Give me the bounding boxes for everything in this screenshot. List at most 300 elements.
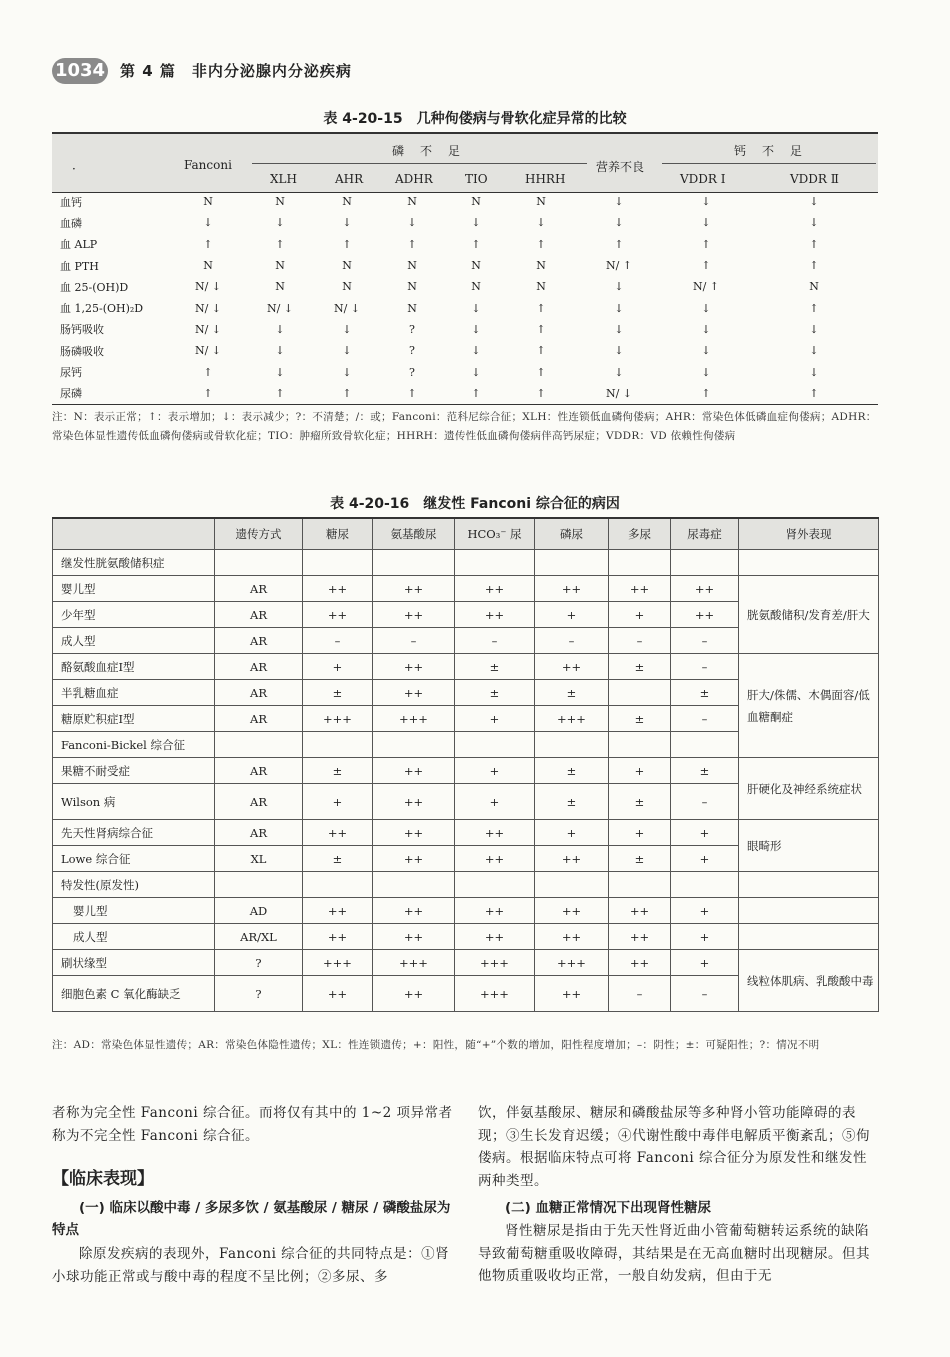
table2-cell: ++ [455, 924, 535, 950]
table2-cell [373, 872, 455, 898]
table2-cell: ? [215, 976, 303, 1012]
table2-cell [303, 732, 373, 758]
table2-cell: ++ [373, 784, 455, 820]
table2-cell [373, 732, 455, 758]
table2-cell: ++ [609, 924, 671, 950]
table1-col-hhrh: HHRH [525, 172, 566, 186]
table1-cell: N/ ↓ [605, 386, 633, 400]
table2-cell: + [671, 950, 739, 976]
table1-cell: ↑ [809, 259, 819, 273]
table2-header-cell: 多尿 [609, 518, 671, 550]
table1-row-label: 血 25-(OH)D [60, 280, 129, 294]
table2-cell: ± [303, 846, 373, 872]
table2-extrarenal-empty [739, 898, 879, 924]
table2-cell: +++ [535, 706, 609, 732]
table1-col-fanconi: Fanconi [184, 158, 232, 172]
table1-cell: ↓ [614, 216, 624, 230]
table2-cell: ++ [373, 846, 455, 872]
table1-cell: ↑ [471, 237, 481, 251]
table1-cell: ↓ [614, 365, 624, 379]
table2-cell: ++ [373, 576, 455, 602]
table1-cell: ↓ [809, 344, 819, 358]
table2-cell: ± [671, 758, 739, 784]
table2-cell: ++ [455, 898, 535, 924]
table2-cell: – [671, 706, 739, 732]
table2-cell: ++ [535, 654, 609, 680]
table2-extrarenal: 胱氨酸储积/发育差/肝大 [739, 576, 879, 654]
table2-header-cell: HCO₃⁻ 尿 [455, 518, 535, 550]
table1-cell: N [536, 280, 546, 294]
table2-cell: + [303, 654, 373, 680]
table1-body [52, 191, 878, 405]
table1-cell: ↑ [614, 237, 624, 251]
table2-row-label: Fanconi-Bickel 综合征 [53, 732, 215, 758]
table1-cell: ↓ [809, 365, 819, 379]
table1-cell: N/ ↑ [605, 259, 633, 273]
table1-cell: ↓ [471, 344, 481, 358]
table1-cell: N [342, 195, 352, 209]
table1-cell: ? [409, 344, 415, 358]
table2-cell: ± [609, 654, 671, 680]
table1-cell: N [203, 195, 213, 209]
table1-cell: ↑ [275, 386, 285, 400]
table2 [52, 517, 878, 1012]
table2-cell: + [303, 784, 373, 820]
table2-row [53, 898, 879, 924]
table2-cell: – [671, 654, 739, 680]
table2-cell [215, 550, 303, 576]
table2-cell: + [535, 820, 609, 846]
table2-cell: +++ [303, 706, 373, 732]
table1-col-vddr2: VDDR Ⅱ [790, 172, 839, 186]
table1-cell: N [203, 259, 213, 273]
table1-row-label: 肠钙吸收 [60, 323, 104, 337]
table1-row-label: 血 PTH [60, 259, 99, 273]
table2-cell: ++ [535, 898, 609, 924]
table1-cell: ↑ [342, 386, 352, 400]
table1-cell: ↓ [614, 344, 624, 358]
table1-cell: N/ ↓ [194, 344, 222, 358]
table2-row-label: 细胞色素 C 氧化酶缺乏 [53, 976, 215, 1012]
table2-cell: – [671, 976, 739, 1012]
table1-cell: N [275, 259, 285, 273]
table1-cell: N [407, 301, 417, 315]
table1-cell: N [407, 259, 417, 273]
table2-row [53, 872, 879, 898]
table1-cell: N/ ↓ [333, 301, 361, 315]
table2-cell: AR/XL [215, 924, 303, 950]
table2-cell [215, 872, 303, 898]
table2-row [53, 950, 879, 976]
table1-cell: ↑ [536, 365, 546, 379]
table2-cell: ++ [455, 846, 535, 872]
table2-cell [303, 872, 373, 898]
table2-cell [303, 550, 373, 576]
table2-cell [671, 732, 739, 758]
table1-cell: ↑ [809, 301, 819, 315]
table2-cell: ± [609, 706, 671, 732]
table2-cell: ++ [455, 602, 535, 628]
table2-cell: ± [609, 846, 671, 872]
table2-cell [671, 872, 739, 898]
table2-cell: ++ [373, 654, 455, 680]
table2-cell: ± [455, 680, 535, 706]
table2-cell: AR [215, 602, 303, 628]
table1-group-phos: 磷 不 足 [392, 144, 463, 158]
table1-cell: ↑ [809, 237, 819, 251]
table2-cell: – [671, 628, 739, 654]
table1-cell: ↑ [275, 237, 285, 251]
table2-extrarenal: 眼畸形 [739, 820, 879, 872]
table2-cell: AR [215, 654, 303, 680]
table2-cell: + [609, 602, 671, 628]
table1-row [52, 191, 878, 212]
table1-cell: ↓ [471, 322, 481, 336]
table1-cell: N [536, 195, 546, 209]
table2-cell: – [609, 628, 671, 654]
table2-cell: + [455, 784, 535, 820]
table1-cell: ↓ [701, 322, 711, 336]
table1-cell: ↑ [536, 344, 546, 358]
table2-row-label: 少年型 [53, 602, 215, 628]
table2-cell: +++ [373, 706, 455, 732]
table2-caption: 表 4-20-16 继发性 Fanconi 综合征的病因 [330, 496, 620, 512]
table2-row-label: 继发性胱氨酸储积症 [53, 550, 215, 576]
subheading-2: (二) 血糖正常情况下出现肾性糖尿 [505, 1200, 712, 1216]
table2-cell [671, 550, 739, 576]
table2-extrarenal-empty [739, 924, 879, 950]
table1-cell: ↓ [203, 216, 213, 230]
table1-cell: ↓ [275, 344, 285, 358]
table1-row-label: 血 ALP [60, 238, 98, 252]
table2-cell: + [671, 924, 739, 950]
table1-cell: N [342, 259, 352, 273]
table1-cell: ↑ [701, 259, 711, 273]
table2-cell: ± [455, 654, 535, 680]
table1-cell: N/ ↑ [692, 280, 720, 294]
table1-corner: · [72, 162, 76, 176]
table2-cell [535, 732, 609, 758]
table1-cell: ↓ [342, 365, 352, 379]
table2-cell: ++ [303, 976, 373, 1012]
table1-cell: ↓ [536, 216, 546, 230]
table1-cell: N [471, 195, 481, 209]
table2-cell: + [455, 706, 535, 732]
table1-cell: N/ ↓ [194, 322, 222, 336]
table2-header-cell: 遗传方式 [215, 518, 303, 550]
table2-note: 注：AD：常染色体显性遗传；AR：常染色体隐性遗传；XL：性连锁遗传；+：阳性，随“+”个数的增加，阳性程度增加；–：阴性；±：可疑阳性；?：情况不明 [52, 1039, 820, 1051]
table2-cell: ++ [535, 924, 609, 950]
table2-cell: +++ [455, 950, 535, 976]
table1-row [52, 276, 878, 297]
table2-row [53, 576, 879, 602]
table1-cell: ↑ [471, 386, 481, 400]
table1-col-nutri: 营养不良 [596, 160, 645, 174]
table2-row-label: 果糖不耐受症 [53, 758, 215, 784]
table2-cell: AR [215, 680, 303, 706]
table1-cell: ↓ [471, 216, 481, 230]
table2-extrarenal: 肝大/侏儒、木偶面容/低血糖酮症 [739, 654, 879, 758]
table2-cell [609, 732, 671, 758]
table2-cell [455, 732, 535, 758]
table2-extrarenal: 肝硬化及神经系统症状 [739, 758, 879, 820]
table1-cell: ↑ [203, 365, 213, 379]
table1-cell: ↓ [701, 344, 711, 358]
page-number: 1034 [52, 58, 108, 84]
table2-cell: ? [215, 950, 303, 976]
table2-header-cell: 肾外表现 [739, 518, 879, 550]
table1-cell: ↓ [275, 216, 285, 230]
table2-row-label: 刷状缘型 [53, 950, 215, 976]
table1-row-label: 尿磷 [60, 387, 82, 401]
table2-cell: ± [303, 680, 373, 706]
table2-row-label: 先天性肾病综合征 [53, 820, 215, 846]
table1-cell: ↑ [407, 386, 417, 400]
table2-cell: ++ [535, 576, 609, 602]
table1-cell: ↓ [701, 195, 711, 209]
table1-cell: N [407, 280, 417, 294]
table2-header-cell: 糖尿 [303, 518, 373, 550]
table1-row [52, 319, 878, 340]
table1-cell: N/ ↓ [266, 301, 294, 315]
table1-header [52, 132, 878, 193]
table1-cell: N [275, 195, 285, 209]
table2-header-cell [53, 518, 215, 550]
table1-col-vddr1: VDDR Ⅰ [680, 172, 726, 186]
table2-row-label: Lowe 综合征 [53, 846, 215, 872]
table2-cell: + [455, 758, 535, 784]
table2-cell: ++ [373, 976, 455, 1012]
table2-cell: ++ [455, 820, 535, 846]
table1-col-adhr: ADHR [395, 172, 433, 186]
table1-group-divider [252, 163, 587, 164]
table2-row [53, 550, 879, 576]
table1-cell: ↑ [407, 237, 417, 251]
table2-cell: ++ [373, 758, 455, 784]
table1-cell: ↑ [701, 386, 711, 400]
table2-extrarenal: 线粒体肌病、乳酸酸中毒 [739, 950, 879, 1012]
table1-cell: N [471, 259, 481, 273]
table2-cell [215, 732, 303, 758]
table1-group-divider-ca [662, 163, 876, 164]
section-heading: 【临床表现】 [52, 1169, 154, 1189]
table2-cell: – [303, 628, 373, 654]
table1-row-label: 血 1,25-(OH)₂D [60, 302, 144, 316]
table2-row [53, 924, 879, 950]
table2-cell: ± [303, 758, 373, 784]
table2-cell: ++ [609, 898, 671, 924]
table2-cell: + [609, 758, 671, 784]
table2-row-label: 成人型 [53, 924, 215, 950]
table1-cell: ↓ [701, 216, 711, 230]
table2-cell: ++ [535, 846, 609, 872]
table1-cell: ↓ [342, 344, 352, 358]
table2-cell: – [535, 628, 609, 654]
table2-cell: ++ [609, 950, 671, 976]
table2-cell: + [671, 846, 739, 872]
table2-cell: AR [215, 758, 303, 784]
right-paragraph-2: 肾性糖尿是指由于先天性肾近曲小管葡萄糖转运系统的缺陷导致葡萄糖重吸收障碍，其结果是在无高血糖时出现糖尿。但其他物质重吸收均正常，一般自幼发病，但由于无 [478, 1223, 870, 1284]
table1-cell: N [407, 195, 417, 209]
table1-caption: 表 4-20-15 几种佝偻病与骨软化症异常的比较 [323, 111, 627, 127]
table2-cell: ++ [303, 820, 373, 846]
table1-cell: ↑ [809, 386, 819, 400]
table1-cell: N [275, 280, 285, 294]
table2-cell: AR [215, 706, 303, 732]
table2-cell: + [671, 898, 739, 924]
table1-row-label: 血钙 [60, 195, 82, 209]
table2-cell [609, 680, 671, 706]
table1-row [52, 361, 878, 382]
table1-row [52, 234, 878, 255]
table1-cell: N/ ↓ [194, 280, 222, 294]
table2-cell: ++ [373, 680, 455, 706]
table1-cell: ↑ [342, 237, 352, 251]
table1-cell: ↓ [614, 280, 624, 294]
table1-cell: N [471, 280, 481, 294]
table1-cell: ↓ [701, 365, 711, 379]
table1-row [52, 212, 878, 233]
table2-cell: ++ [303, 898, 373, 924]
table1-cell: ↓ [342, 322, 352, 336]
table2-cell: ++ [303, 602, 373, 628]
table2-cell: ± [671, 680, 739, 706]
table1-cell: ↑ [203, 237, 213, 251]
table1-cell: ↓ [809, 195, 819, 209]
table1-col-ahr: AHR [335, 172, 364, 186]
table2-cell: – [373, 628, 455, 654]
table1-cell: ↓ [471, 365, 481, 379]
chapter-title: 第 4 篇 非内分泌腺内分泌疾病 [120, 62, 352, 80]
left-paragraph-1: 者称为完全性 Fanconi 综合征。而将仅有其中的 1~2 项异常者称为不完全性 Fanconi 综合征。 [52, 1105, 453, 1144]
table2-header-cell: 尿毒症 [671, 518, 739, 550]
table2-cell: + [535, 602, 609, 628]
table1-cell: ↓ [614, 301, 624, 315]
table2-cell: ++ [671, 576, 739, 602]
table1-cell: ↓ [471, 301, 481, 315]
table1-cell: ↑ [536, 301, 546, 315]
table2-cell: + [671, 820, 739, 846]
table2-cell: ++ [455, 576, 535, 602]
table2-cell: ± [609, 784, 671, 820]
table1-cell: ↑ [701, 237, 711, 251]
table2-cell: ++ [303, 576, 373, 602]
table1-cell: ↑ [203, 386, 213, 400]
table1-cell: N/ ↓ [194, 301, 222, 315]
table2-row-label: 特发性(原发性) [53, 872, 215, 898]
table2-row [53, 758, 879, 784]
table2-cell: – [455, 628, 535, 654]
table1-cell: N [809, 280, 819, 294]
table1-cell: ↓ [614, 195, 624, 209]
table1-col-tio: TIO [465, 172, 488, 186]
table1-row-label: 血磷 [60, 216, 82, 230]
table2-extrarenal-empty [739, 872, 879, 898]
table2-cell [535, 550, 609, 576]
table2-cell: ± [535, 784, 609, 820]
table2-cell: ++ [373, 924, 455, 950]
table2-cell: ++ [303, 924, 373, 950]
table2-cell: – [609, 976, 671, 1012]
table1-cell: ↓ [407, 216, 417, 230]
table1-row-label: 尿钙 [60, 366, 82, 380]
table2-cell: – [671, 784, 739, 820]
table1-cell: ? [409, 322, 415, 336]
table1-row [52, 383, 878, 404]
table1-cell: ↓ [809, 216, 819, 230]
table1-cell: ↑ [536, 237, 546, 251]
table2-cell [609, 550, 671, 576]
table1-group-ca: 钙 不 足 [734, 144, 805, 158]
table1-row [52, 297, 878, 318]
table2-cell: AR [215, 820, 303, 846]
table1-row-label: 肠磷吸收 [60, 344, 104, 358]
table1-row [52, 255, 878, 276]
table2-cell: ± [535, 758, 609, 784]
table2-row-label: 半乳糖血症 [53, 680, 215, 706]
table2-row-label: 酪氨酸血症Ⅰ型 [53, 654, 215, 680]
left-paragraph-2: 除原发疾病的表现外，Fanconi 综合征的共同特点是：①肾小球功能正常或与酸中毒的程度不呈比例；②多尿、多 [52, 1246, 450, 1285]
table2-cell: ++ [535, 976, 609, 1012]
table2-row-label: 婴儿型 [53, 898, 215, 924]
table2-cell: AR [215, 628, 303, 654]
table2-cell: AR [215, 576, 303, 602]
table1-cell: N [536, 259, 546, 273]
table2-row-label: Wilson 病 [53, 784, 215, 820]
table1-cell: ↓ [275, 365, 285, 379]
table2-extrarenal-empty [739, 550, 879, 576]
table2-cell: +++ [535, 950, 609, 976]
table2-header-cell: 磷尿 [535, 518, 609, 550]
table1-note: 注：N：表示正常；↑：表示增加；↓：表示减少；?：不清楚；/：或；Fanconi：范科尼综合征；XLH：性连锁低血磷佝偻病；AHR：常染色体低磷血症佝偻病；ADHR：常染色体显性遗传低血磷佝偻病或骨软化症；TIO：肿瘤所致骨软化症；HHRH：遗传性低血磷佝偻病伴高钙尿症；VDDR：VD 依赖性佝偻病 [52, 411, 877, 442]
table1-row [52, 340, 878, 361]
table2-cell [455, 872, 535, 898]
table2-cell [535, 872, 609, 898]
table2-cell: AD [215, 898, 303, 924]
table1-cell: ↑ [536, 322, 546, 336]
table2-row [53, 820, 879, 846]
right-paragraph-1: 饮，伴氨基酸尿、糖尿和磷酸盐尿等多种肾小管功能障碍的表现；③生长发育迟缓；④代谢性酸中毒伴电解质平衡紊乱；⑤佝偻病。根据临床特点可将 Fanconi 综合征分为原发性和继发性两种类型。 [478, 1105, 870, 1189]
table2-cell: ++ [373, 898, 455, 924]
table2-cell: +++ [455, 976, 535, 1012]
table1-cell: ↑ [536, 386, 546, 400]
table1-cell: ↓ [275, 322, 285, 336]
table2-row [53, 654, 879, 680]
table2-cell: ++ [373, 820, 455, 846]
table1-cell: ↓ [809, 322, 819, 336]
table2-cell: AR [215, 784, 303, 820]
table1-cell: N [342, 280, 352, 294]
table1-cell: ↓ [342, 216, 352, 230]
table2-cell: ++ [609, 576, 671, 602]
table1-col-xlh: XLH [270, 172, 297, 186]
table1-cell: ↓ [701, 301, 711, 315]
table1-cell: ↓ [614, 322, 624, 336]
table2-cell: ± [535, 680, 609, 706]
table2-header-cell: 氨基酸尿 [373, 518, 455, 550]
table2-cell: + [609, 820, 671, 846]
table2-row-label: 糖原贮积症Ⅰ型 [53, 706, 215, 732]
subheading-1: (一) 临床以酸中毒 / 多尿多饮 / 氨基酸尿 / 糖尿 / 磷酸盐尿为特点 [52, 1200, 451, 1238]
table2-row-label: 婴儿型 [53, 576, 215, 602]
table2-cell [455, 550, 535, 576]
table2-cell: XL [215, 846, 303, 872]
table2-cell [373, 550, 455, 576]
table2-cell: ++ [373, 602, 455, 628]
table1-cell: ? [409, 365, 415, 379]
table2-cell: +++ [303, 950, 373, 976]
table2-cell: ++ [671, 602, 739, 628]
